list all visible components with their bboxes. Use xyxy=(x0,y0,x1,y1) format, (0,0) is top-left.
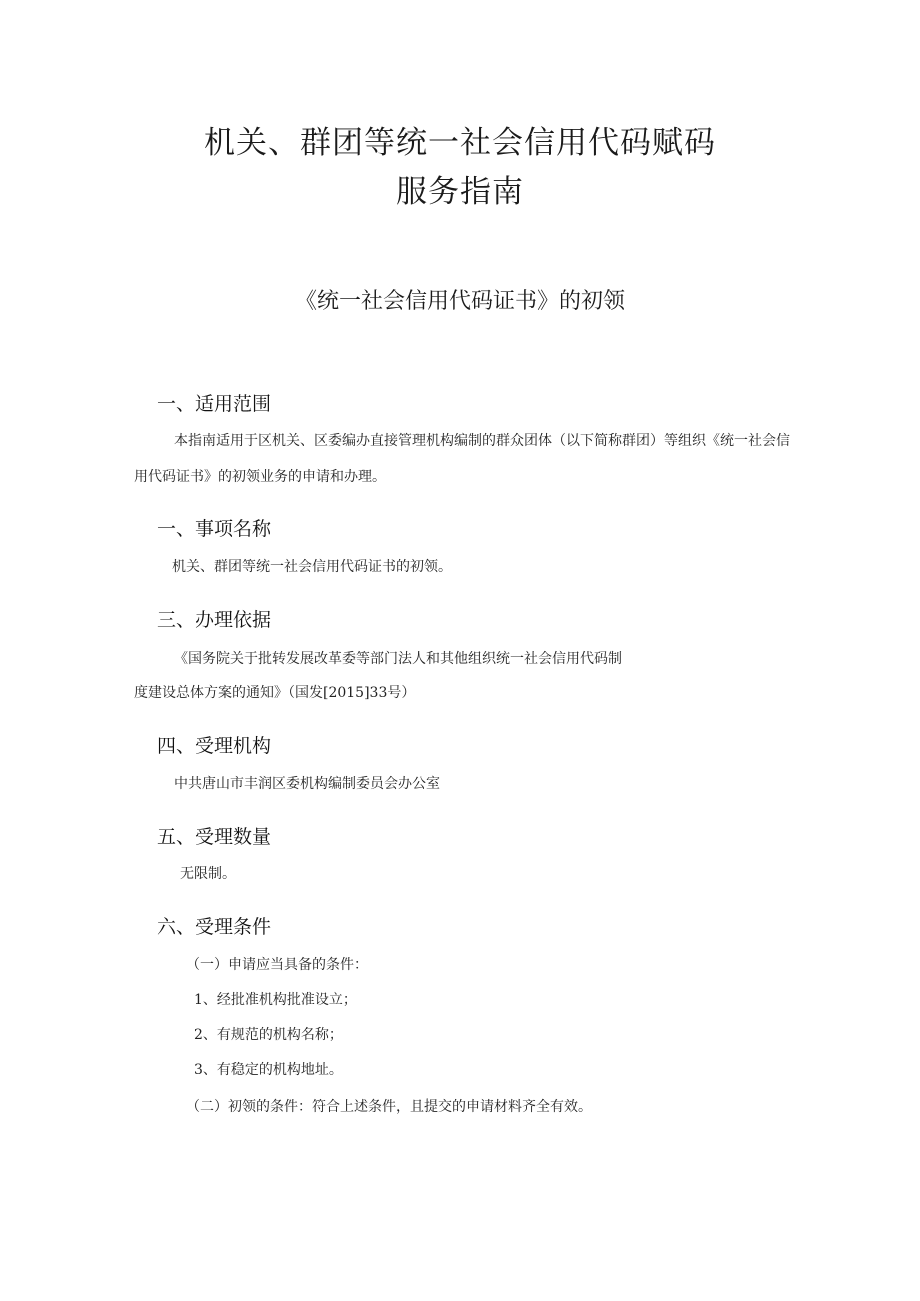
section-text-basis-line2: 度建设总体方案的通知》（国发[2015]33号） xyxy=(134,685,416,701)
section-text-quantity: 无限制。 xyxy=(180,866,236,882)
section-text-conditions-line5: （二）初领的条件：符合上述条件，且提交的申请材料齐全有效。 xyxy=(186,1099,592,1115)
section-heading-basis: 三、办理依据 xyxy=(157,609,272,631)
section-text-conditions-line4: 3、有稳定的机构地址。 xyxy=(194,1062,343,1078)
section-text-conditions-line2: 1、经批准机构批准设立； xyxy=(194,992,357,1008)
section-heading-scope: 一、适用范围 xyxy=(157,393,272,415)
section-text-scope-line2: 用代码证书》的初领业务的申请和办理。 xyxy=(134,469,386,485)
section-heading-item-name: 一、事项名称 xyxy=(157,518,272,540)
section-text-scope-line1: 本指南适用于区机关、区委编办直接管理机构编制的群众团体（以下简称群团）等组织《统一社会信 xyxy=(174,433,790,449)
document-title-line1: 机关、群团等统一社会信用代码赋码 xyxy=(204,125,716,161)
section-text-conditions-line1: （一）申请应当具备的条件： xyxy=(186,957,368,973)
document-title-line2: 服务指南 xyxy=(396,174,524,210)
document-subtitle: 《统一社会信用代码证书》的初领 xyxy=(294,289,625,314)
section-text-agency: 中共唐山市丰润区委机构编制委员会办公室 xyxy=(174,776,440,792)
section-heading-quantity: 五、受理数量 xyxy=(157,826,272,848)
section-text-conditions-line3: 2、有规范的机构名称； xyxy=(194,1027,343,1043)
section-heading-conditions: 六、受理条件 xyxy=(157,916,272,938)
section-heading-agency: 四、受理机构 xyxy=(157,735,272,757)
section-text-basis-line1: 《国务院关于批转发展改革委等部门法人和其他组织统一社会信用代码制 xyxy=(174,651,622,667)
section-text-item-name: 机关、群团等统一社会信用代码证书的初领。 xyxy=(172,559,452,575)
